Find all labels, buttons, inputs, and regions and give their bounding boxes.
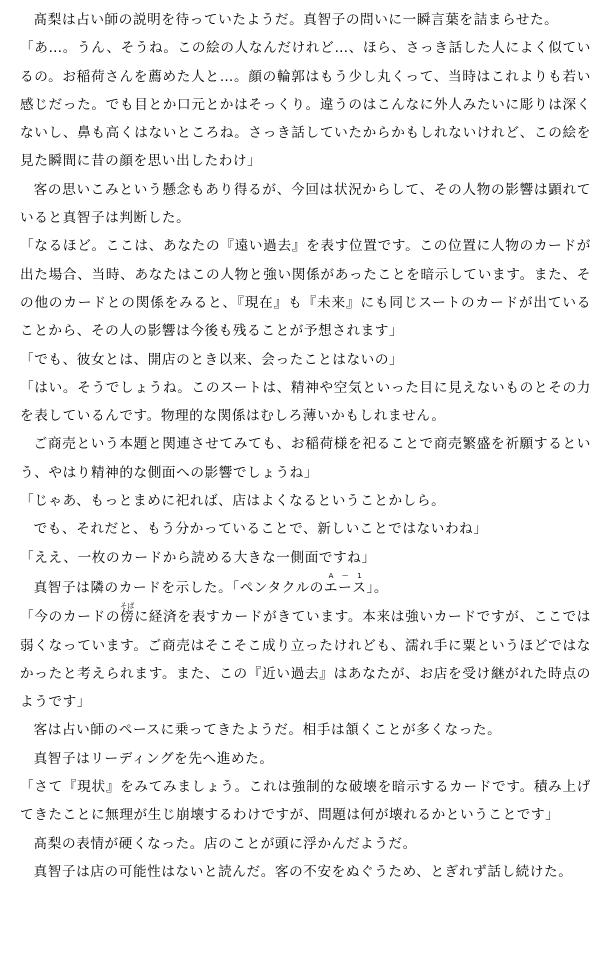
paragraph-narration: 真智子はリーディングを先へ進めた。 <box>33 750 274 767</box>
paragraph-narration: 髙梨の表情が硬くなった。店のことが頭に浮かんだようだ。 <box>33 835 417 852</box>
paragraph-dialogue-continued: ご商売という本題と関連させてみても、お稲荷様を祀ることで商売繁盛を祈願するという、やはり精神的な側面への影響でしょうね」 <box>20 436 591 481</box>
paragraph-dialogue: 「さて『現状』をみてみましょう。これは強制的な破壊を暗示するカードです。積み上げてきたことに無理が生じ崩壊するわけですが、問題は何が壊れるかということです」 <box>20 779 591 824</box>
paragraph-dialogue: 「なるほど。ここは、あなたの『遠い過去』を表す位置です。この位置に人物のカードが出た場合、当時、あなたはこの人物と強い関係があったことを暗示しています。また、その他のカードとの関係をみると、『現在』も『未来』にも同じスートのカードが出ていることから、その人の影響は今後も残ることが予想されます」 <box>20 238 591 340</box>
ruby-base-char: ー <box>338 579 353 596</box>
paragraph-narration-with-ruby <box>20 572 591 602</box>
ruby-paragraph-lead-text: 「今のカードの <box>20 609 121 626</box>
paragraph-narration: 客は占い師のペースに乗ってきたようだ。相手は頷くことが多くなった。 <box>33 722 502 739</box>
ruby-paragraph-tail-text: に経済を表すカードがきています。本来は強いカードですが、ここでは弱くなっています。ご商売はそこそこ成り立ったけれども、濡れ手に粟というほどではなかったと考えられます。また、この『近い過去』はあなたが、お店を受け継がれた時点のようです」 <box>20 609 591 711</box>
ruby-reading-char: そば <box>120 602 135 611</box>
ruby-base-char: エ <box>323 579 339 596</box>
paragraph-dialogue: 「でも、彼女とは、開店のとき以来、会ったことはないの」 <box>20 351 404 368</box>
ruby-reading-char: A <box>323 571 339 580</box>
ruby-ace <box>323 571 367 596</box>
paragraph-dialogue: 「あ…。うん、そうね。この絵の人なんだけれど…、ほら、さっき話した人によく似ているの。お稲荷さんを薦めた人と…。顔の輪郭はもう少し丸くって、当時はこれよりも若い感じだった。でも目とか口元とかはそっくり。違うのはこんなに外人みたいに彫りは深くないし、鼻も高くはないところね。さっき話していたからかもしれないけれど、この絵を見た瞬間に昔の顔を思い出したわけ」 <box>20 40 591 170</box>
paragraph-dialogue: 「はい。そうでしょうね。このスートは、精神や空気といった目に見えないものとその力を表しているんです。物理的な関係はむしろ薄いかもしれません。 <box>20 379 591 425</box>
paragraph-dialogue-with-ruby <box>20 602 591 716</box>
paragraph-dialogue: 「じゃあ、もっとまめに祀れば、店はよくなるということかしら。 <box>20 493 446 510</box>
paragraph-narration: 髙梨は占い師の説明を待っていたようだ。真智子の問いに一瞬言葉を詰まらせた。 <box>33 12 559 28</box>
ruby-soba <box>120 602 135 626</box>
ruby-paragraph-tail-text: 」。 <box>366 579 389 596</box>
paragraph-narration: 客の思いこみという懸念もあり得るが、今回は状況からして、その人物の影響は顕れていると真智子は判断した。 <box>20 181 591 227</box>
ruby-reading-char: ー <box>338 571 353 580</box>
ruby-base-char: ス <box>352 579 367 596</box>
ruby-base-char: 傍 <box>120 609 135 626</box>
paragraph-narration: 真智子は店の可能性はないと読んだ。客の不安をぬぐうため、とぎれず話し続けた。 <box>33 863 573 880</box>
paragraph-dialogue-continued: でも、それだと、もう分かっていることで、新しいことではないわね」 <box>33 521 488 538</box>
ruby-reading-char: 1 <box>352 571 367 580</box>
paragraph-dialogue: 「ええ、一枚のカードから読める大きな一側面ですね」 <box>20 549 376 566</box>
ruby-paragraph-lead-text: 真智子は隣のカードを示した。「ペンタクルの <box>33 579 324 596</box>
